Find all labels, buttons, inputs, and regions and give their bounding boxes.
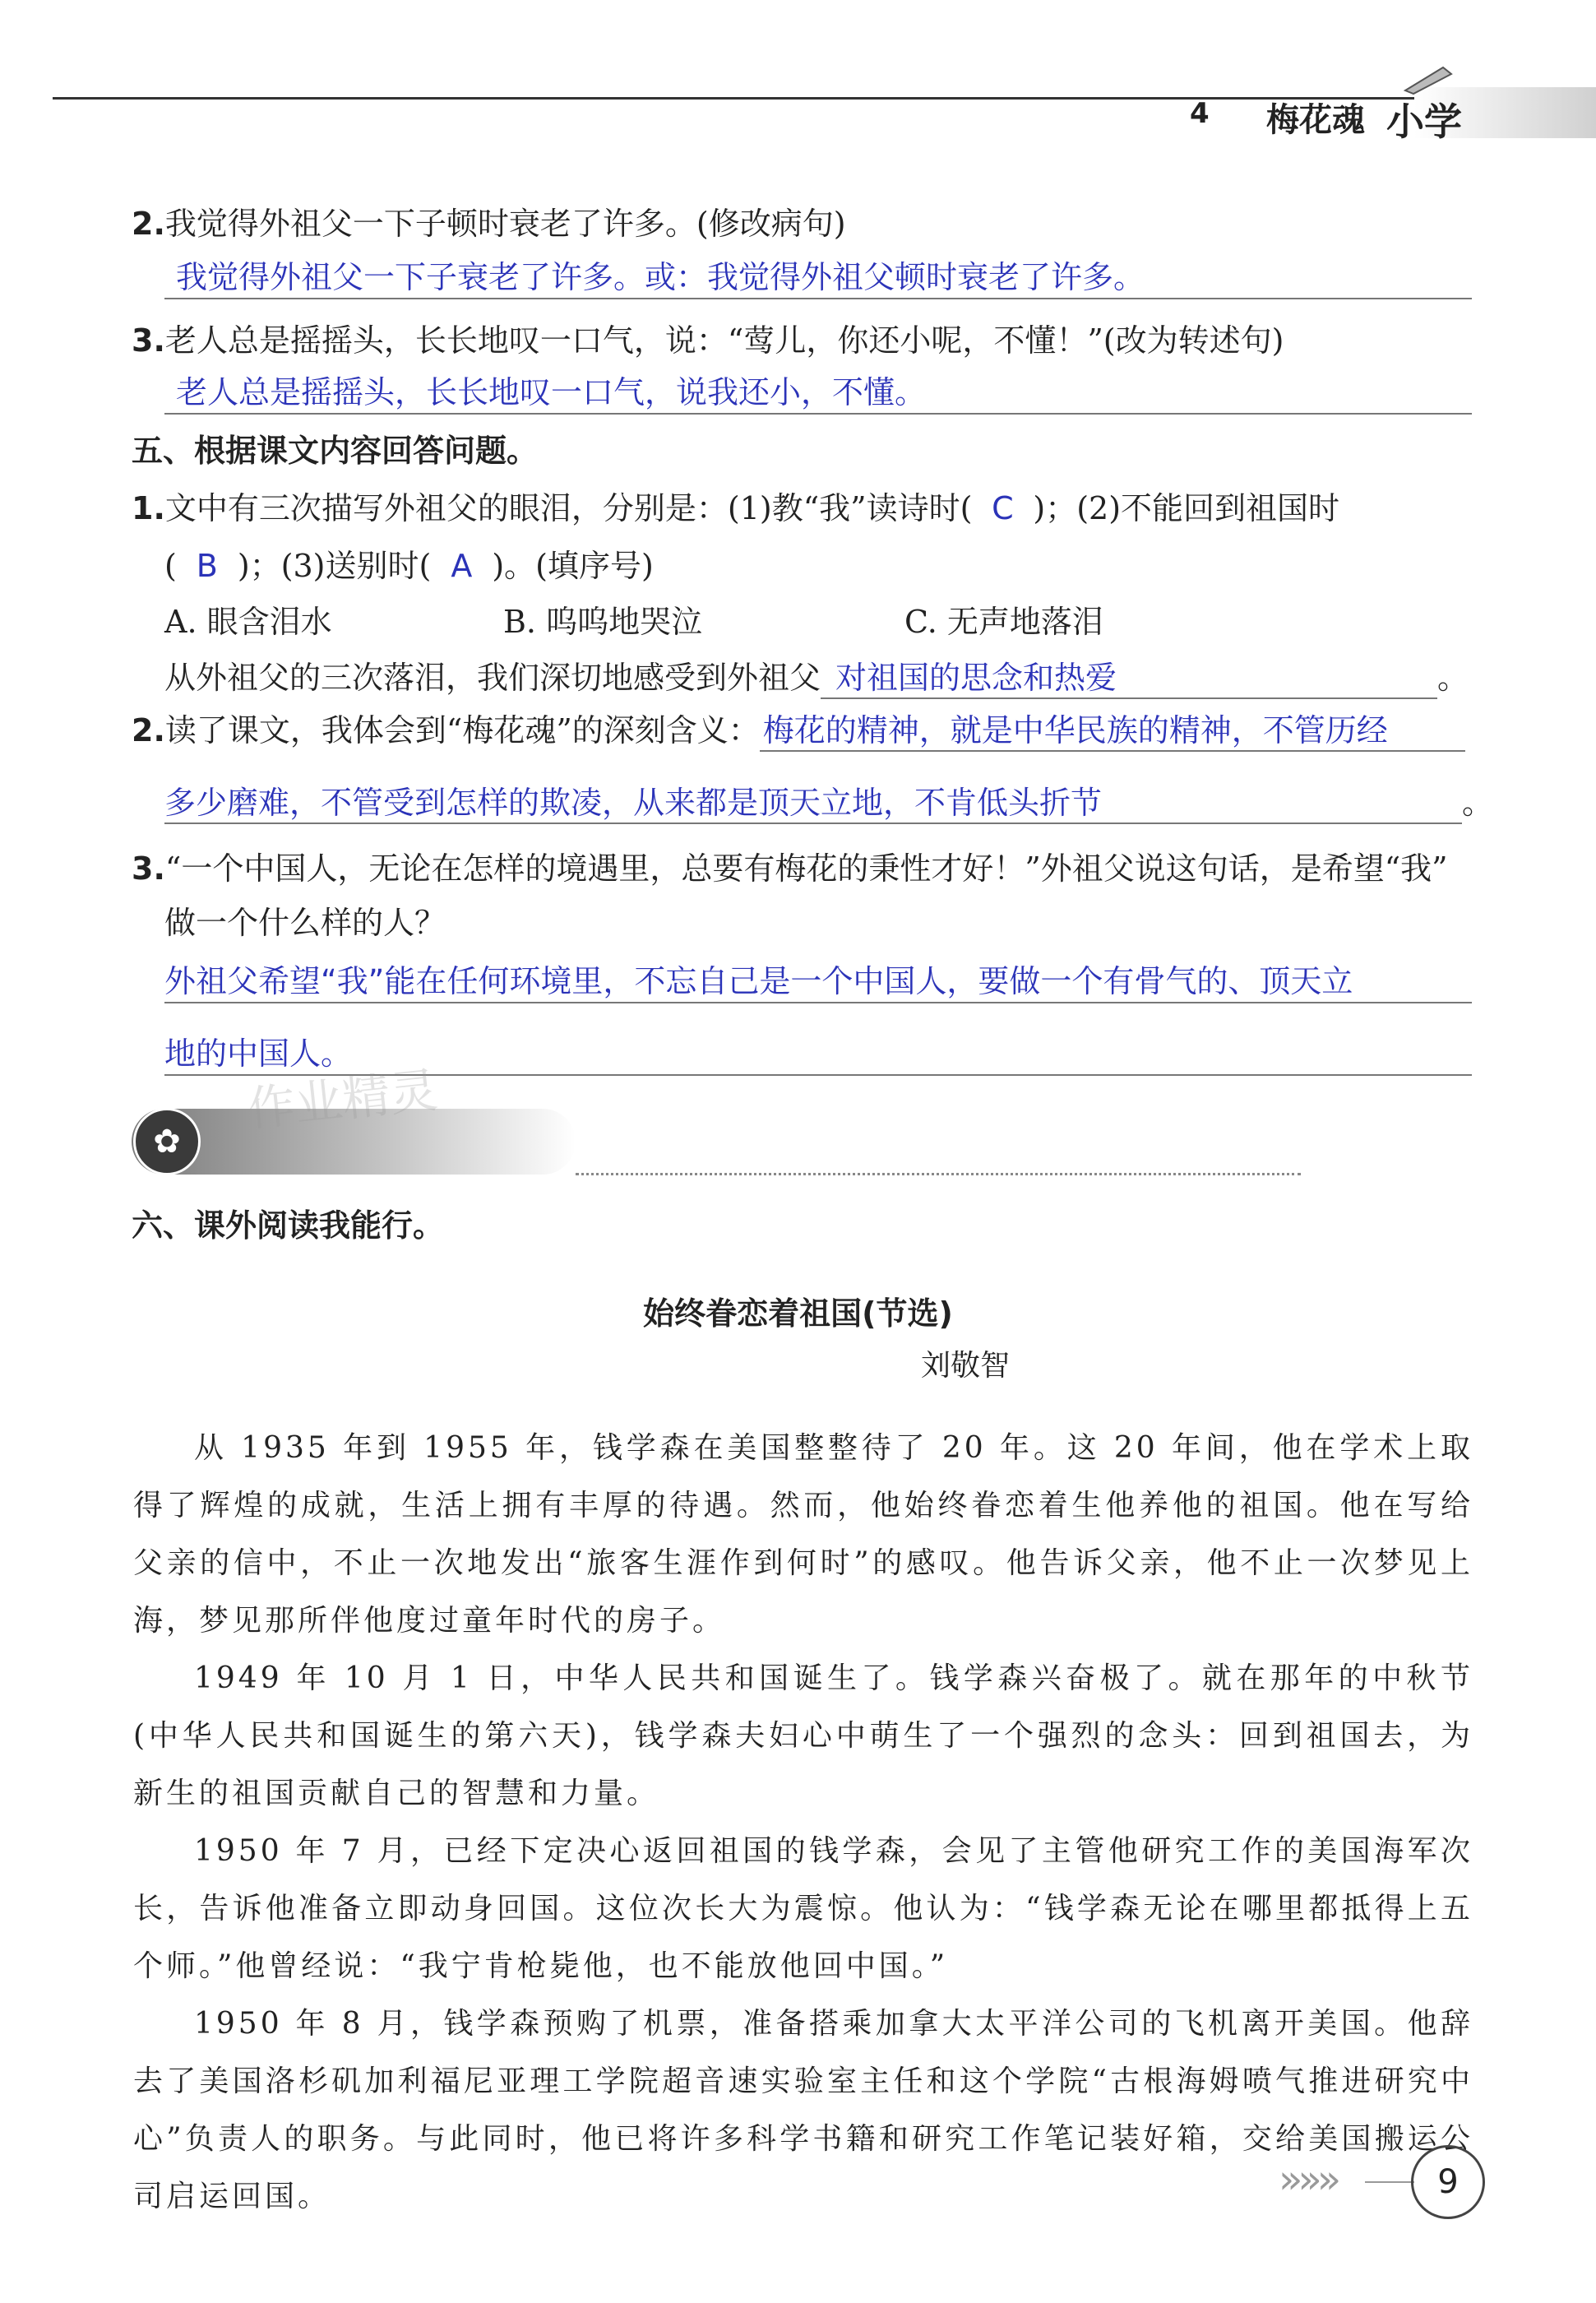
option-a: A. 眼含泪水 xyxy=(164,604,332,640)
p5-q3-prompt-2: 做一个什么样的人？ xyxy=(164,905,446,941)
article-paragraph: 从 1935 年到 1955 年，钱学森在美国整整待了 20 年。这 20 年间，他在学术上取得了辉煌的成就，生活上拥有丰厚的待遇。然而，他始终眷恋着生他养他的祖国。他在写给父亲的信中，不止一次地发出“旅客生涯作到何时”的感叹。他告诉父亲，他不止一次梦见上海，梦见那所伴他度过童年时代的房子。 xyxy=(133,1431,1473,1638)
part6-heading: 六、课外阅读我能行。 xyxy=(132,1207,445,1244)
article-paragraph: 1950 年 7 月，已经下定决心返回祖国的钱学森，会见了主管他研究工作的美国海军次长，告诉他准备立即动身回国。这位次长大为震惊。他认为：“钱学森无论在哪里都抵得上五个师。”他曾经说：“我宁肯枪毙他，也不能放他回中国。” xyxy=(133,1834,1473,1983)
p5-q1-fill-answer: 对祖国的思念和热爱 xyxy=(821,658,1437,699)
article-author: 刘敬智 xyxy=(921,1349,1011,1383)
footer-line xyxy=(1365,2181,1414,2183)
p5-q1-answer-2: B xyxy=(196,548,218,584)
answer-line xyxy=(164,298,1472,299)
p5-q2-prompt: 2.读了课文，我体会到“梅花魂”的深刻含义： 梅花的精神，就是中华民族的精神，不管历经 xyxy=(132,711,1465,752)
q3-answer: 老人总是摇摇头，长长地叹一口气，说我还小，不懂。 xyxy=(176,374,927,410)
p5-q3-answer-2: 地的中国人。 xyxy=(164,1036,353,1072)
p5-q1-fill: 从外祖父的三次落泪，我们深切地感受到外祖父 对祖国的思念和热爱 。 xyxy=(164,658,1469,699)
q3-prompt: 3.老人总是摇摇头，长长地叹一口气，说：“莺儿，你还小呢，不懂！”(改为转述句) xyxy=(132,322,1284,359)
unit-number: 4 xyxy=(1190,97,1210,130)
p5-q1-answer-1: C xyxy=(992,490,1014,526)
pencil-icon xyxy=(1402,63,1460,95)
p5-q2-line2: 多少磨难，不管受到怎样的欺凌，从来都是顶天立地，不肯低头折节 。 xyxy=(164,783,1493,824)
page-number-text: 9 xyxy=(1437,2163,1459,2201)
answer-line xyxy=(164,1002,1472,1003)
article-paragraph: 1949 年 10 月 1 日，中华人民共和国诞生了。钱学森兴奋极了。就在那年的中秋节(中华人民共和国诞生的第六天)，钱学森夫妇心中萌生了一个强烈的念头：回到祖国去，为新生的祖国贡献自己的智慧和力量。 xyxy=(133,1661,1473,1810)
part5-heading: 五、根据课文内容回答问题。 xyxy=(132,433,539,469)
article-title: 始终眷恋着祖国(节选) xyxy=(643,1295,953,1332)
footer-arrows-icon: »»» xyxy=(1279,2157,1337,2203)
p5-q1-line2: ( B )；(3)送别时( A )。(填序号) xyxy=(164,548,654,584)
p5-q3-answer-1: 外祖父希望“我”能在任何环境里，不忘自己是一个中国人，要做一个有骨气的、顶天立 xyxy=(164,963,1353,999)
page-number xyxy=(1411,2145,1485,2219)
banner-dotted-line xyxy=(576,1173,1301,1175)
q2-prompt: 2.我觉得外祖父一下子顿时衰老了许多。(修改病句) xyxy=(132,206,846,242)
option-c: C. 无声地落泪 xyxy=(904,604,1103,640)
p5-q2-answer-1: 梅花的精神，就是中华民族的精神，不管历经 xyxy=(760,711,1465,752)
level-badge: 小学 xyxy=(1386,100,1462,144)
q2-answer: 我觉得外祖父一下子衰老了许多。或：我觉得外祖父顿时衰老了许多。 xyxy=(176,259,1145,295)
p5-q1-line1: 1.文中有三次描写外祖父的眼泪，分别是：(1)教“我”读诗时( C )；(2)不能回到祖国时 xyxy=(132,490,1340,526)
banner-emblem-icon: ✿ xyxy=(133,1108,201,1175)
watermark: 作业精灵 xyxy=(244,1062,441,1138)
p5-q2-answer-2: 多少磨难，不管受到怎样的欺凌，从来都是顶天立地，不肯低头折节 xyxy=(164,783,1462,824)
p5-q1-answer-3: A xyxy=(451,548,473,584)
answer-line xyxy=(164,413,1472,415)
p5-q3-prompt: 3.“一个中国人，无论在怎样的境遇里，总要有梅花的秉性才好！”外祖父说这句话，是希望“我” xyxy=(132,850,1448,887)
option-b: B. 呜呜地哭泣 xyxy=(503,604,703,640)
article-paragraph: 1950 年 8 月，钱学森预购了机票，准备搭乘加拿大太平洋公司的飞机离开美国。他辞去了美国洛杉矶加利福尼亚理工学院超音速实验室主任和这个学院“古根海姆喷气推进研究中心”负责人的职务。与此同时，他已将许多科学书籍和研究工作笔记装好箱，交给美国搬运公司启运回国。 xyxy=(133,2007,1473,2213)
lesson-title: 梅花魂 xyxy=(1266,101,1365,139)
